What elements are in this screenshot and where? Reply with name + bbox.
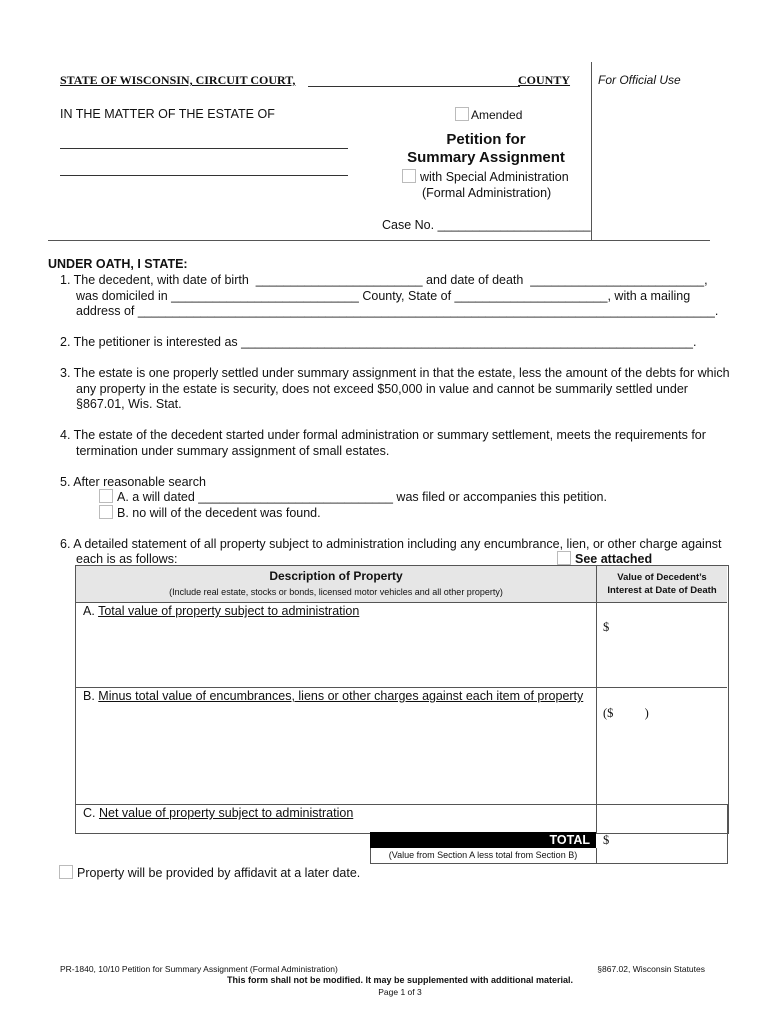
footer-statute: §867.02, Wisconsin Statutes [597,964,705,974]
official-use-divider [591,62,592,240]
item-6-line-2: each is as follows: [76,552,178,566]
row-a-text: Total value of property subject to administration [98,604,360,618]
county-label: COUNTY [518,73,571,87]
will-dated-checkbox[interactable] [99,489,113,503]
special-admin-label: with Special Administration [420,170,569,184]
special-admin-checkbox[interactable] [402,169,416,183]
item-5: 5. After reasonable search [60,475,206,489]
oath-heading: UNDER OATH, I STATE: [48,257,188,271]
court-blank-line [308,86,520,87]
row-c-prefix: C. [83,806,99,820]
title-line-2: Summary Assignment [407,149,565,166]
table-column-divider [596,565,597,834]
formal-admin-label: (Formal Administration) [422,186,552,200]
total-note: (Value from Section A less total from Section B) [388,850,578,860]
title-line-1: Petition for [446,131,526,148]
value-header-line-1: Value of Decedent’s [617,572,707,583]
item-4-line-2: termination under summary assignment of small estates. [76,444,390,458]
description-subheader: (Include real estate, stocks or bonds, licensed motor vehicles and all other property) [169,587,503,597]
table-header-separator [75,602,727,603]
estate-name-line-1[interactable] [60,148,348,149]
description-header: Description of Property [269,569,403,583]
item-6-line-1: 6. A detailed statement of all property subject to administration including any encumbrance, lien, or other charge against [60,537,722,551]
total-bottom-border [596,863,727,864]
value-header-line-2: Interest at Date of Death [607,585,717,596]
case-number-field[interactable]: Case No. ______________________ [382,218,591,232]
item-4-line-1: 4. The estate of the decedent started under formal administration or summary settlement, meets the requirements for [60,428,706,442]
row-b-text: Minus total value of encumbrances, liens or other charges against each item of property [98,689,584,703]
official-use-label: For Official Use [598,73,681,87]
see-attached-checkbox[interactable] [557,551,571,565]
row-a-label [83,604,359,618]
item-5a: A. a will dated ____________________________ was filed or accompanies this petition. [117,490,607,504]
item-3-line-2: any property in the estate is security, does not exceed $50,000 in value and cannot be summarily settled under [76,382,688,396]
table-row-b-separator [75,804,727,805]
row-a-value[interactable]: $ [603,620,610,634]
footer-form-id: PR-1840, 10/10 Petition for Summary Assignment (Formal Administration) [60,964,338,974]
item-5b: B. no will of the decedent was found. [117,506,321,520]
amended-label: Amended [471,108,523,122]
total-value[interactable]: $ [603,833,610,847]
amended-checkbox[interactable] [455,107,469,121]
court-heading: STATE OF WISCONSIN, CIRCUIT COURT, [60,73,296,87]
see-attached-label: See attached [575,552,653,566]
item-3-line-3: §867.01, Wis. Stat. [76,397,182,411]
total-right-border [727,804,728,864]
estate-name-line-2[interactable] [60,175,348,176]
footer-notice: This form shall not be modified. It may be supplemented with additional material. [226,975,574,985]
estate-matter-label: IN THE MATTER OF THE ESTATE OF [60,107,275,121]
row-c-text: Net value of property subject to administration [98,806,354,820]
item-1-line-2: was domiciled in ___________________________ County, State of ______________________, with a mailing [76,289,691,303]
item-1-line-3: address of ___________________________________________________________________________________. [76,304,719,318]
footer-page-number: Page 1 of 3 [378,987,422,997]
total-label: TOTAL [549,833,590,847]
item-2: 2. The petitioner is interested as _________________________________________________________________. [60,335,697,349]
item-3-line-1: 3. The estate is one properly settled under summary assignment in that the estate, less the amount of the debts for which [60,366,730,380]
affidavit-label: Property will be provided by affidavit at a later date. [77,866,361,880]
affidavit-checkbox[interactable] [59,865,73,879]
item-1-line-1: 1. The decedent, with date of birth ________________________ and date of death _________________________, [60,273,708,287]
no-will-checkbox[interactable] [99,505,113,519]
row-b-value[interactable]: ($ ) [603,706,649,720]
row-b-label [83,689,583,703]
table-row-a-separator [75,687,727,688]
row-a-prefix: A. [83,604,99,618]
row-c-label [83,806,353,820]
header-separator [48,240,710,241]
row-b-prefix: B. [83,689,99,703]
